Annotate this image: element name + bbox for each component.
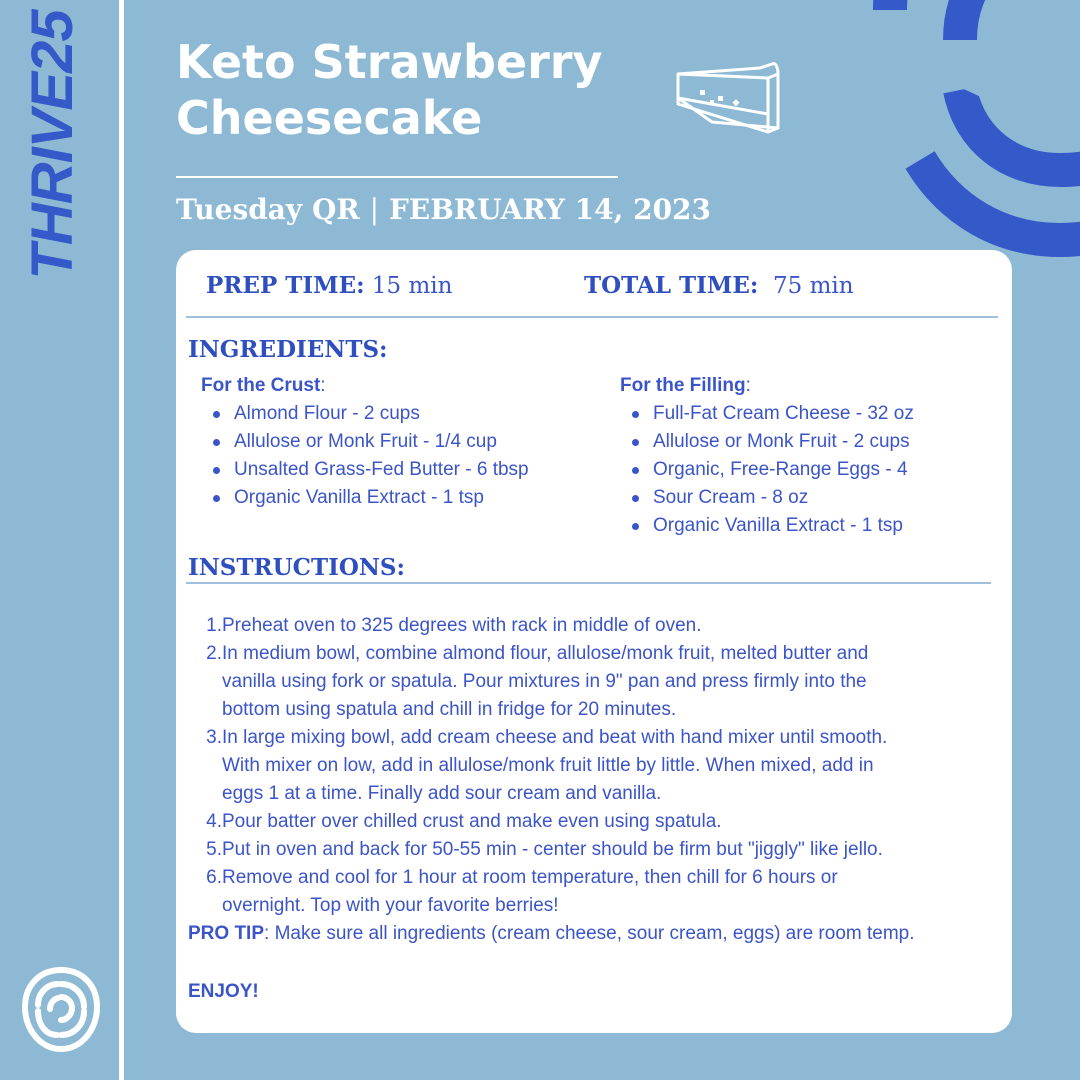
step-text: overnight. Top with your favorite berries! <box>222 895 559 916</box>
step-text: vanilla using fork or spatula. Pour mixtures in 9" pan and press firmly into the <box>222 671 867 692</box>
instruction-step <box>188 808 988 836</box>
list-item: Organic Vanilla Extract - 1 tsp <box>201 484 529 512</box>
step-text: Put in oven and back for 50-55 min - center should be firm but "jiggly" like jello. <box>222 839 883 860</box>
subtitle-day: Tuesday QR <box>176 193 360 226</box>
step-number: 4. <box>206 811 222 832</box>
list-item: Almond Flour - 2 cups <box>201 400 529 428</box>
instruction-step <box>188 864 988 920</box>
pro-tip-text: : Make sure all ingredients (cream cheese, sour cream, eggs) are room temp. <box>264 923 915 944</box>
step-text: Pour batter over chilled crust and make even using spatula. <box>222 811 722 832</box>
step-text: Remove and cool for 1 hour at room temperature, then chill for 6 hours or <box>222 867 838 888</box>
closing-text: ENJOY! <box>188 981 259 1002</box>
filling-ingredients: For the Filling: Full-Fat Cream Cheese - 32 oz Allulose or Monk Fruit - 2 cups Organic, Free-Range Eggs - 4 Sour Cream - 8 oz Organic Vanilla Extract - 1 tsp <box>620 372 914 540</box>
ingredients-heading: INGREDIENTS: <box>188 336 388 363</box>
subtitle-date: FEBRUARY 14, 2023 <box>389 193 712 226</box>
title-line-1: Keto Strawberry <box>176 35 603 89</box>
list-item: Allulose or Monk Fruit - 1/4 cup <box>201 428 529 456</box>
title-divider <box>176 176 618 178</box>
subtitle-separator: | <box>369 193 380 226</box>
list-item: Allulose or Monk Fruit - 2 cups <box>620 428 914 456</box>
list-item: Organic, Free-Range Eggs - 4 <box>620 456 914 484</box>
step-text: With mixer on low, add in allulose/monk fruit little by little. When mixed, add in <box>222 755 874 776</box>
step-number: 1. <box>206 615 222 636</box>
vertical-divider <box>119 0 124 1080</box>
instruction-step <box>188 640 988 724</box>
thrive-emblem-icon <box>860 0 1080 260</box>
instruction-step <box>188 612 988 640</box>
list-item: Full-Fat Cream Cheese - 32 oz <box>620 400 914 428</box>
instructions-divider <box>186 582 991 584</box>
times-divider <box>186 316 998 318</box>
step-number: 5. <box>206 839 222 860</box>
subtitle <box>176 190 711 230</box>
crust-ingredients: For the Crust: Almond Flour - 2 cups Allulose or Monk Fruit - 1/4 cup Unsalted Grass-Fed Butter - 6 tbsp Organic Vanilla Extract - 1 tsp <box>201 372 529 512</box>
title-line-2: Cheesecake <box>176 91 483 145</box>
step-number: 3. <box>206 727 222 748</box>
page-title <box>176 34 602 146</box>
step-text: Preheat oven to 325 degrees with rack in middle of oven. <box>222 615 702 636</box>
prep-time-value: 15 min <box>371 273 453 299</box>
recipe-card <box>176 250 1012 1033</box>
list-item: Unsalted Grass-Fed Butter - 6 tbsp <box>201 456 529 484</box>
list-item: Organic Vanilla Extract - 1 tsp <box>620 512 914 540</box>
step-number: 2. <box>206 643 222 664</box>
pro-tip-label: PRO TIP <box>188 923 265 944</box>
step-text: In medium bowl, combine almond flour, allulose/monk fruit, melted butter and <box>222 643 869 664</box>
instruction-step <box>188 724 988 808</box>
total-time-value: 75 min <box>773 273 854 299</box>
brand-wordmark: THRIVE25 <box>19 10 85 280</box>
thrive-emblem-icon <box>20 965 102 1055</box>
prep-time-label: PREP TIME: <box>206 272 365 299</box>
prep-time <box>206 270 452 302</box>
crust-label: For the Crust <box>201 375 321 396</box>
total-time <box>584 270 854 302</box>
instructions-heading: INSTRUCTIONS: <box>188 554 406 581</box>
step-text: In large mixing bowl, add cream cheese and beat with hand mixer until smooth. <box>222 727 888 748</box>
step-text: eggs 1 at a time. Finally add sour cream and vanilla. <box>222 783 662 804</box>
instruction-steps <box>188 612 988 948</box>
step-number: 6. <box>206 867 222 888</box>
total-time-label: TOTAL TIME: <box>584 272 759 299</box>
filling-label: For the Filling <box>620 375 746 396</box>
list-item: Sour Cream - 8 oz <box>620 484 914 512</box>
step-text: bottom using spatula and chill in fridge for 20 minutes. <box>222 699 677 720</box>
instruction-step <box>188 836 988 864</box>
pro-tip <box>188 920 988 948</box>
cheesecake-slice-icon <box>672 58 784 138</box>
